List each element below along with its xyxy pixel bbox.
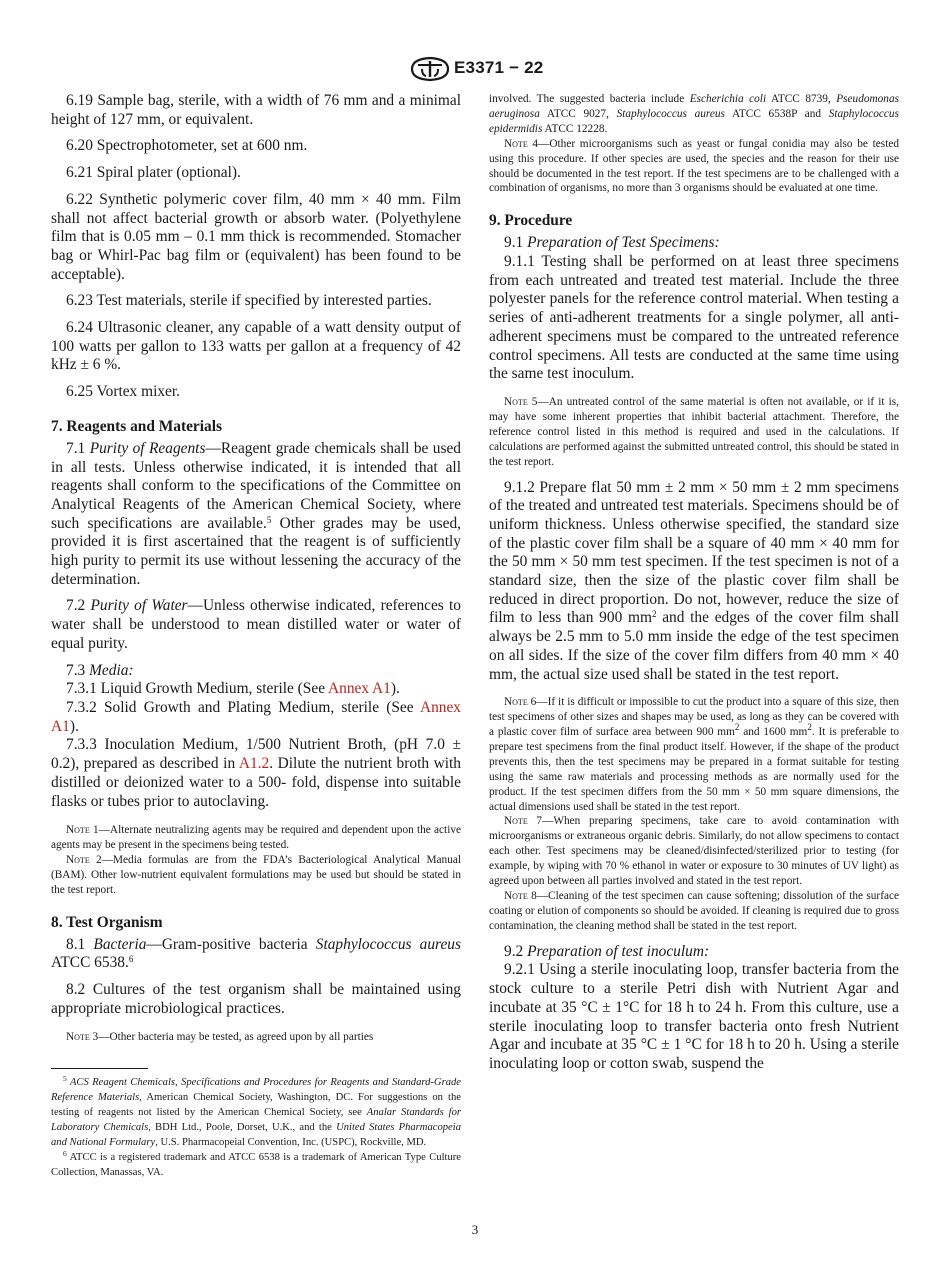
footnote-6: $^6$ ATCC is a registered trademark and ATCC 6538 is a trademark of American Type Culture Collection, Manassas, VA.: [51, 1149, 461, 1178]
section-heading-8: 8. Test Organism: [51, 913, 163, 931]
annex-a1-link[interactable]: Annex A1: [51, 698, 461, 735]
paragraph-7-3-2: 7.3.2 Solid Growth and Plating Medium, sterile (See Annex A1).: [51, 698, 461, 735]
paragraph-7-3-3: 7.3.3 Inoculation Medium, 1/500 Nutrient Broth, (pH 7.0 ± 0.2), prepared as described in A1.2. Dilute the nutrient broth with distilled or deionized water to a 500- fold, dispense into suitable flasks or tubes prior to autoclaving.: [51, 736, 461, 810]
note-7: Note 7—When preparing specimens, take care to avoid contamination with microorganisms or extraneous organic debris. Similarly, do not allow specimens to contact each other. Test specimens may be cleaned/disinfected/sterilized prior to testing (for example, by wiping with 70 % ethanol in water or exposure to 30 minutes of UV light) as agreed upon between all parties involved and stated in the test report.: [489, 815, 899, 888]
footnotes: [51, 1075, 461, 1180]
paragraph-6-24: 6.24 Ultrasonic cleaner, any capable of a watt density output of 100 watts per gallon to 133 watts per gallon at a frequency of 42 kHz ± 6 %.: [51, 319, 461, 374]
paragraph-7-3-1: 7.3.1 Liquid Growth Medium, sterile (See Annex A1).: [66, 680, 400, 698]
paragraph-6-22: 6.22 Synthetic polymeric cover film, 40 mm × 40 mm. Film shall not affect bacterial growth or absorb water. (Polyethylene film that is 0.05 mm – 0.1 mm thick is recommended. Stomacher bag or Whirl-Pac bag film or (equivalent) has been found to be acceptable).: [51, 190, 461, 283]
note-8: Note 8—Cleaning of the test specimen can cause softening; dissolution of the surface coating or elution of components so should be avoided. If cleaning is required due to gross contamination, the cleaning method shall be stated in the test report.: [489, 890, 899, 932]
note-3: Note 3—Other bacteria may be tested, as agreed upon by all parties: [66, 1030, 374, 1043]
paragraph-9-1: 9.1 Preparation of Test Specimens:: [504, 234, 720, 252]
paragraph-8-2: 8.2 Cultures of the test organism shall be maintained using appropriate microbiological practices.: [51, 981, 461, 1017]
footnote-divider: [51, 1068, 148, 1069]
note-1: Note 1—Alternate neutralizing agents may be required and dependent upon the active agents may be present in the specimens being tested.: [51, 824, 461, 852]
paragraph-7-3: 7.3 Media:: [66, 661, 134, 679]
page-header: [0, 56, 950, 86]
paragraph-9-1-1: 9.1.1 Testing shall be performed on at least three specimens from each untreated and treated test material. Include the three polyester panels for the reference control material. When testing a series of anti-adherent treatments for a single polymer, all anti-adherent specimens must be compared to the untreated reference control specimens. All tests are conducted at the same time using the same test inoculum.: [489, 253, 899, 383]
a1-2-link[interactable]: A1.2: [238, 755, 270, 773]
left-column: [51, 92, 461, 1044]
paragraph-7-1: 7.1 Purity of Reagents—Reagent grade chemicals shall be used in all tests. Unless otherwise indicated, it is intended that all reagents shall conform to the specifications of the Committee on Analytical Reagents of the American Chemical Society, where such specifications are available.$^5$ Other grades may be used, provided it is first ascertained that the reagent is of sufficiently high purity to permit its use without lessening the accuracy of the determination.: [51, 439, 461, 588]
footnote-ref-5[interactable]: 5: [266, 514, 272, 525]
paragraph-6-25: 6.25 Vortex mixer.: [66, 383, 180, 401]
note-6: Note 6—If it is difficult or impossible to cut the product into a square of this size, then test specimens of other sizes and shapes may be used, as long as they can be covered with a plastic cover film of surface area between 900 $mm^2$ and 1600 $mm^2$. It is preferable to prepare test specimens from the final product itself. However, if the shape of the product prevents this, then the test specimens may be prepared in a format suitable for testing using the same raw materials and processing methods as are normally used for the product. If the test specimen differs from the 50 mm × 50 mm square dimensions, the actual dimensions used shall be stated in the test report.: [489, 696, 900, 813]
note-5: Note 5—An untreated control of the same material is often not available, or if it is, may have some inherent properties that inhibit bacterial attachment. Therefore, the reference control listed in this method is required and used in the calculations. If calculations are performed against the submitted untreated control, this should be stated in the test report.: [489, 395, 899, 468]
page-number: 3: [471, 1222, 479, 1237]
paragraph-8-1: 8.1 Bacteria—Gram-positive bacteria Staphylococcus aureus ATCC 6538.$^6$: [51, 935, 461, 972]
section-heading-9: 9. Procedure: [489, 212, 573, 230]
paragraph-6-20: 6.20 Spectrophotometer, set at 600 nm.: [66, 137, 308, 155]
note-3-continued: involved. The suggested bacteria include Escherichia coli ATCC 8739, Pseudomonas aeruginosa ATCC 9027, Staphylococcus aureus ATCC 6538P and Staphylococcus epidermidis ATCC 12228.: [489, 93, 899, 135]
paragraph-9-1-2: 9.1.2 Prepare flat 50 mm ± 2 mm × 50 mm ± 2 mm specimens of the treated and untreated test materials. Specimens should be of uniform thickness. Unless otherwise specified, the standard size of the plastic cover film shall be a square of 40 mm × 40 mm for the 50 mm × 50 mm test specimen. If the test specimen is not of a standard size, then the size of the plastic cover film shall be reduced in direct proportion. Do not, however, reduce the size of film to less than 900 $mm^2$ and the edges of the cover film shall always be 2.5 mm to 5.0 mm inside the edge of the test specimen on all sides. If the size of the cover film differs from 40 mm × 40 mm, the actual size used shall be stated in the test report.: [489, 478, 899, 683]
document-designation: E3371 − 22: [454, 58, 544, 77]
paragraph-9-2-1: 9.2.1 Using a sterile inoculating loop, transfer bacteria from the stock culture to a sterile Petri dish with Nutrient Agar and incubate at 35 °C ± 1°C for 18 h to 24 h. From this culture, use a sterile inoculating loop to transfer bacteria onto fresh Nutrient Agar and incubate at 35 °C ± 1 °C for 18 h to 20 h. Using a sterile inoculating loop or cotton swab, suspend the: [489, 961, 899, 1072]
paragraph-9-2: 9.2 Preparation of test inoculum:: [504, 942, 710, 960]
paragraph-7-2: 7.2 Purity of Water—Unless otherwise indicated, references to water shall be understood to mean distilled water or water of equal purity.: [51, 597, 461, 652]
right-column: [489, 92, 899, 1074]
note-2: Note 2—Media formulas are from the FDA’s Bacteriological Analytical Manual (BAM). Other low-nutrient equivalent formulations may be used but should be stated in the test report.: [51, 854, 461, 896]
note-4: Note 4—Other microorganisms such as yeast or fungal conidia may also be tested using this procedure. If other species are used, the species and the reason for their use should be documented in the test report. If the test specimens are to be challenged with a combination of organisms, no more than 3 organisms should be evaluated at one time.: [489, 137, 899, 195]
paragraph-6-23: 6.23 Test materials, sterile if specified by interested parties.: [66, 292, 432, 310]
paragraph-6-19: 6.19 Sample bag, sterile, with a width of 76 mm and a minimal height of 127 mm, or equivalent.: [51, 92, 461, 128]
annex-a1-link[interactable]: Annex A1: [328, 680, 391, 698]
footnote-ref-6[interactable]: 6: [128, 954, 134, 965]
footnote-5: $^5$ ACS Reagent Chemicals, Specifications and Procedures for Reagents and Standard-Grade Reference Materials, American Chemical Society, Washington, DC. For suggestions on the testing of reagents not listed by the American Chemical Society, see Analar Standards for Laboratory Chemicals, BDH Ltd., Poole, Dorset, U.K., and the United States Pharmacopeia and National Formulary, U.S. Pharmacopeial Convention, Inc. (USPC), Rockville, MD.: [51, 1074, 462, 1148]
paragraph-6-21: 6.21 Spiral plater (optional).: [66, 164, 241, 182]
section-heading-7: 7. Reagents and Materials: [51, 417, 222, 435]
astm-logo-icon: [409, 56, 451, 82]
